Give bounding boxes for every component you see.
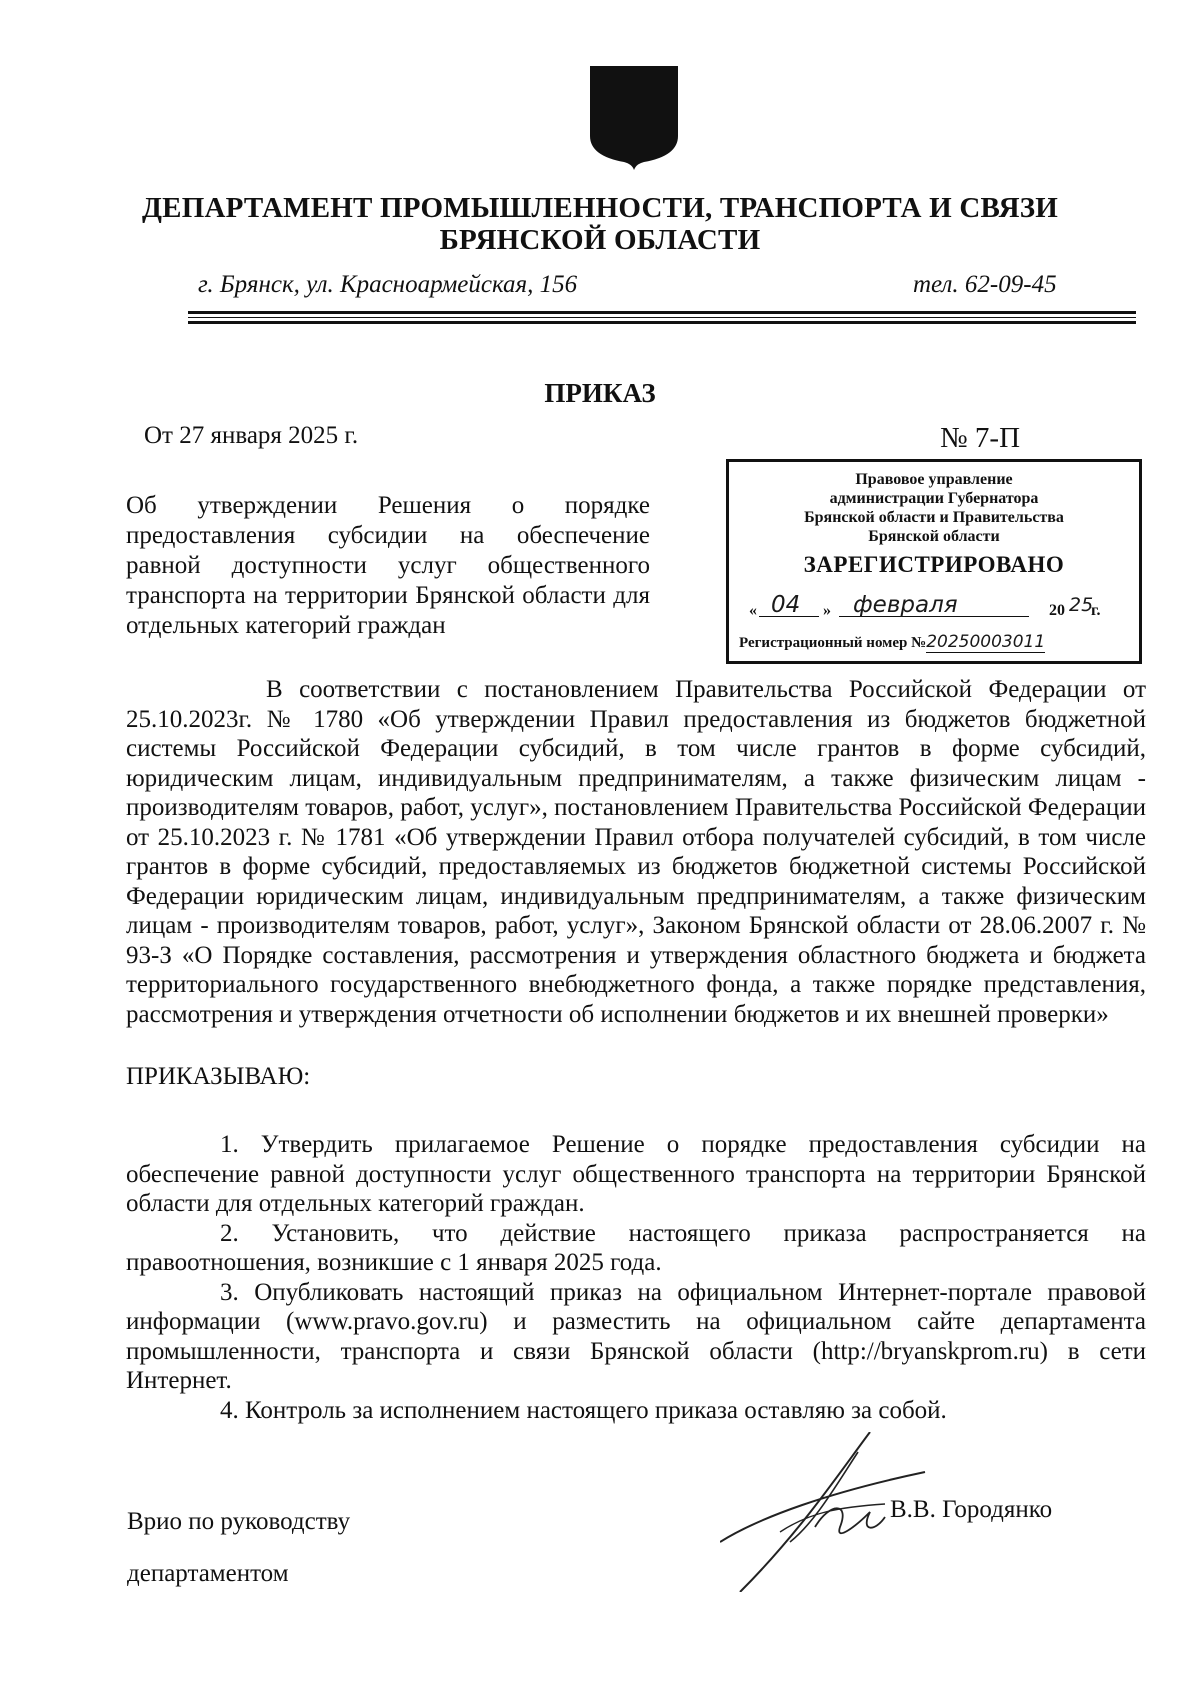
- stamp-year-suffix: г.: [1091, 602, 1101, 619]
- preamble: [126, 675, 1146, 1029]
- stamp-registration-line: [739, 632, 1129, 652]
- stamp-registration-number: 20250003011: [926, 632, 1046, 652]
- stamp-date-quote-close: »: [823, 602, 831, 619]
- stamp-registration-label: Регистрационный номер №: [739, 635, 927, 651]
- header-rule-middle: [188, 317, 1136, 318]
- stamp-organization: [739, 470, 1129, 546]
- stamp-org-line: администрации Губернатора: [829, 490, 1039, 507]
- document-title: ПРИКАЗ: [544, 378, 656, 408]
- stamp-date: [749, 592, 1129, 622]
- stamp-registered-label: ЗАРЕГИСТРИРОВАНО: [803, 552, 1065, 577]
- department-address: г. Брянск, ул. Красноармейская, 156: [198, 271, 578, 298]
- stamp-org-line: Брянской области и Правительства: [804, 509, 1064, 526]
- order-number: № 7-П: [940, 422, 1021, 454]
- order-item: 4. Контроль за исполнением настоящего приказа оставляю за собой.: [220, 1396, 947, 1424]
- stamp-year-handwritten: 25: [1069, 594, 1094, 616]
- department-phone: тел. 62-09-45: [913, 271, 1057, 298]
- department-name-line1: ДЕПАРТАМЕНТ ПРОМЫШЛЕННОСТИ, ТРАНСПОРТА И СВЯЗИ: [142, 192, 1058, 224]
- signatory-name: В.В. Городянко: [890, 1496, 1053, 1523]
- department-name-line2: БРЯНСКОЙ ОБЛАСТИ: [439, 224, 761, 256]
- order-item: 1. Утвердить прилагаемое Решение о порядке предоставления субсидии на обеспечение равной доступности услуг общественного транспорта на территории Брянской области для отдельных категорий граждан.: [126, 1131, 1146, 1217]
- stamp-date-quote-open: «: [749, 602, 757, 619]
- stamp-year-prefix: 20: [1049, 602, 1065, 619]
- header-rule-top: [188, 311, 1136, 314]
- stamp-org-line: Брянской области: [868, 528, 1000, 545]
- order-date: От 27 января 2025 г.: [144, 422, 359, 449]
- signatory-position-line1: Врио по руководству: [127, 1508, 351, 1535]
- coat-of-arms-emblem: [588, 64, 680, 172]
- stamp-month: февраля: [853, 592, 958, 618]
- order-directive: ПРИКАЗЫВАЮ:: [126, 1063, 311, 1090]
- order-subject: [126, 491, 650, 641]
- registration-stamp: [726, 459, 1142, 664]
- header-rule-bottom: [188, 321, 1136, 324]
- signatory-position: [127, 1496, 350, 1600]
- order-item: 3. Опубликовать настоящий приказ на официальном Интернет-портале правовой информации (www.pravo.gov.ru) и разместить на официальном сайте департамента промышленности, транспорта и связи Брянской области (http://bryanskprom.ru) в сети Интернет.: [126, 1278, 1146, 1394]
- order-subject-text: Об утверждении Решения о порядке предоставления субсидии на обеспечение равной доступности услуг общественного транспорта на территории Брянской области для отдельных категорий граждан: [126, 492, 650, 639]
- order-items: [126, 1130, 1146, 1425]
- signatory-position-line2: департаментом: [127, 1560, 289, 1587]
- stamp-org-line: Правовое управление: [855, 471, 1013, 488]
- preamble-text: В соответствии с постановлением Правительства Российской Федерации от 25.10.2023г. № 1780 «Об утверждении Правил предоставления из бюджетов бюджетной системы Российской Федерации субсидий, в том числе грантов в форме субсидий, юридическим лицам, индивидуальным предпринимателям, а также физическим лицам - производителям товаров, работ, услуг», постановлением Правительства Российской Федерации от 25.10.2023 г. № 1781 «Об утверждении Правил отбора получателей субсидий, в том числе грантов в форме субсидий, предоставляемых из бюджетов бюджетной системы Российской Федерации юридическим лицам, индивидуальным предпринимателям, а также физическим лицам - производителям товаров, работ, услуг», Законом Брянской области от 28.06.2007 г. № 93-З «О Порядке составления, рассмотрения и утверждения областного бюджета и бюджета территориального государственного внебюджетного фонда, а также порядке представления, рассмотрения и утверждения отчетности об исполнении бюджетов и их внешней проверки»: [126, 676, 1146, 1028]
- order-item: 2. Установить, что действие настоящего приказа распространяется на правоотношения, возникшие с 1 января 2025 года.: [126, 1219, 1146, 1276]
- stamp-day: 04: [771, 592, 801, 618]
